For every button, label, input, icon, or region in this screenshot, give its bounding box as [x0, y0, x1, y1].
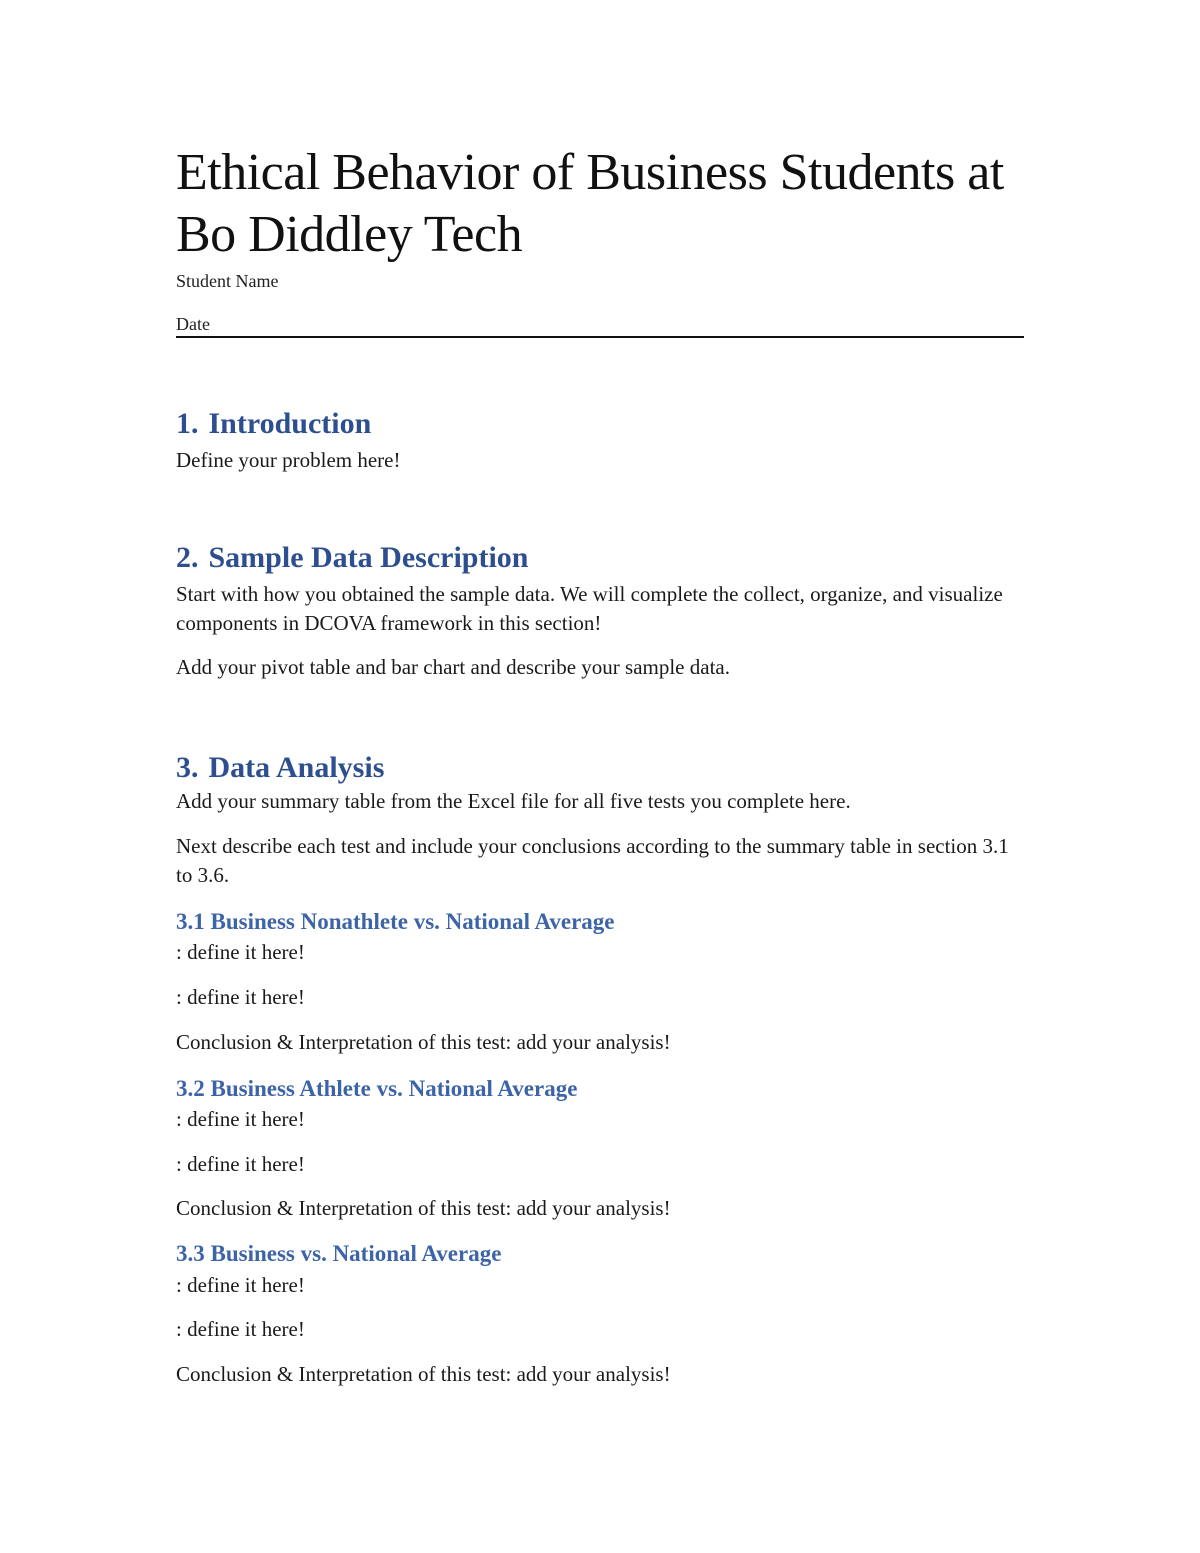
subsection-3-1-line-1: : define it here!	[176, 940, 305, 964]
subsection-3-1-conclusion: Conclusion & Interpretation of this test: add your analysis!	[176, 1030, 671, 1054]
subsection-heading-3-1: 3.1 Business Nonathlete vs. National Average	[176, 909, 615, 934]
data-analysis-body-2: Next describe each test and include your conclusions according to the summary table in section 3.1 to 3.6.	[176, 834, 1009, 887]
document-title: Ethical Behavior of Business Students at Bo Diddley Tech	[176, 144, 1004, 263]
section-number: 1.	[176, 407, 199, 440]
title-divider	[176, 336, 1024, 338]
section-title: Data Analysis	[208, 751, 385, 784]
subsection-3-2-line-2: : define it here!	[176, 1152, 305, 1176]
subsection-3-2-line-1: : define it here!	[176, 1107, 305, 1131]
section-number: 3.	[176, 751, 199, 784]
date-label: Date	[176, 314, 210, 334]
section-number: 2.	[176, 541, 199, 574]
section-heading-data-analysis	[176, 750, 384, 786]
sample-data-body-1: Start with how you obtained the sample data. We will complete the collect, organize, and visualize components in DCOVA framework in this section!	[176, 582, 1003, 635]
section-heading-introduction	[176, 406, 371, 442]
sample-data-body-2: Add your pivot table and bar chart and describe your sample data.	[176, 655, 730, 679]
section-heading-sample-data	[176, 540, 528, 576]
subsection-3-1-line-2: : define it here!	[176, 985, 305, 1009]
section-title: Introduction	[208, 407, 372, 440]
introduction-body: Define your problem here!	[176, 448, 401, 472]
subsection-3-3-conclusion: Conclusion & Interpretation of this test: add your analysis!	[176, 1362, 671, 1386]
subsection-3-3-line-2: : define it here!	[176, 1317, 305, 1341]
subsection-3-3-line-1: : define it here!	[176, 1273, 305, 1297]
data-analysis-body-1: Add your summary table from the Excel file for all five tests you complete here.	[176, 789, 851, 813]
student-name-label: Student Name	[176, 271, 279, 291]
subsection-heading-3-2: 3.2 Business Athlete vs. National Average	[176, 1076, 578, 1101]
subsection-heading-3-3: 3.3 Business vs. National Average	[176, 1241, 502, 1266]
subsection-3-2-conclusion: Conclusion & Interpretation of this test: add your analysis!	[176, 1196, 671, 1220]
section-title: Sample Data Description	[208, 541, 529, 574]
